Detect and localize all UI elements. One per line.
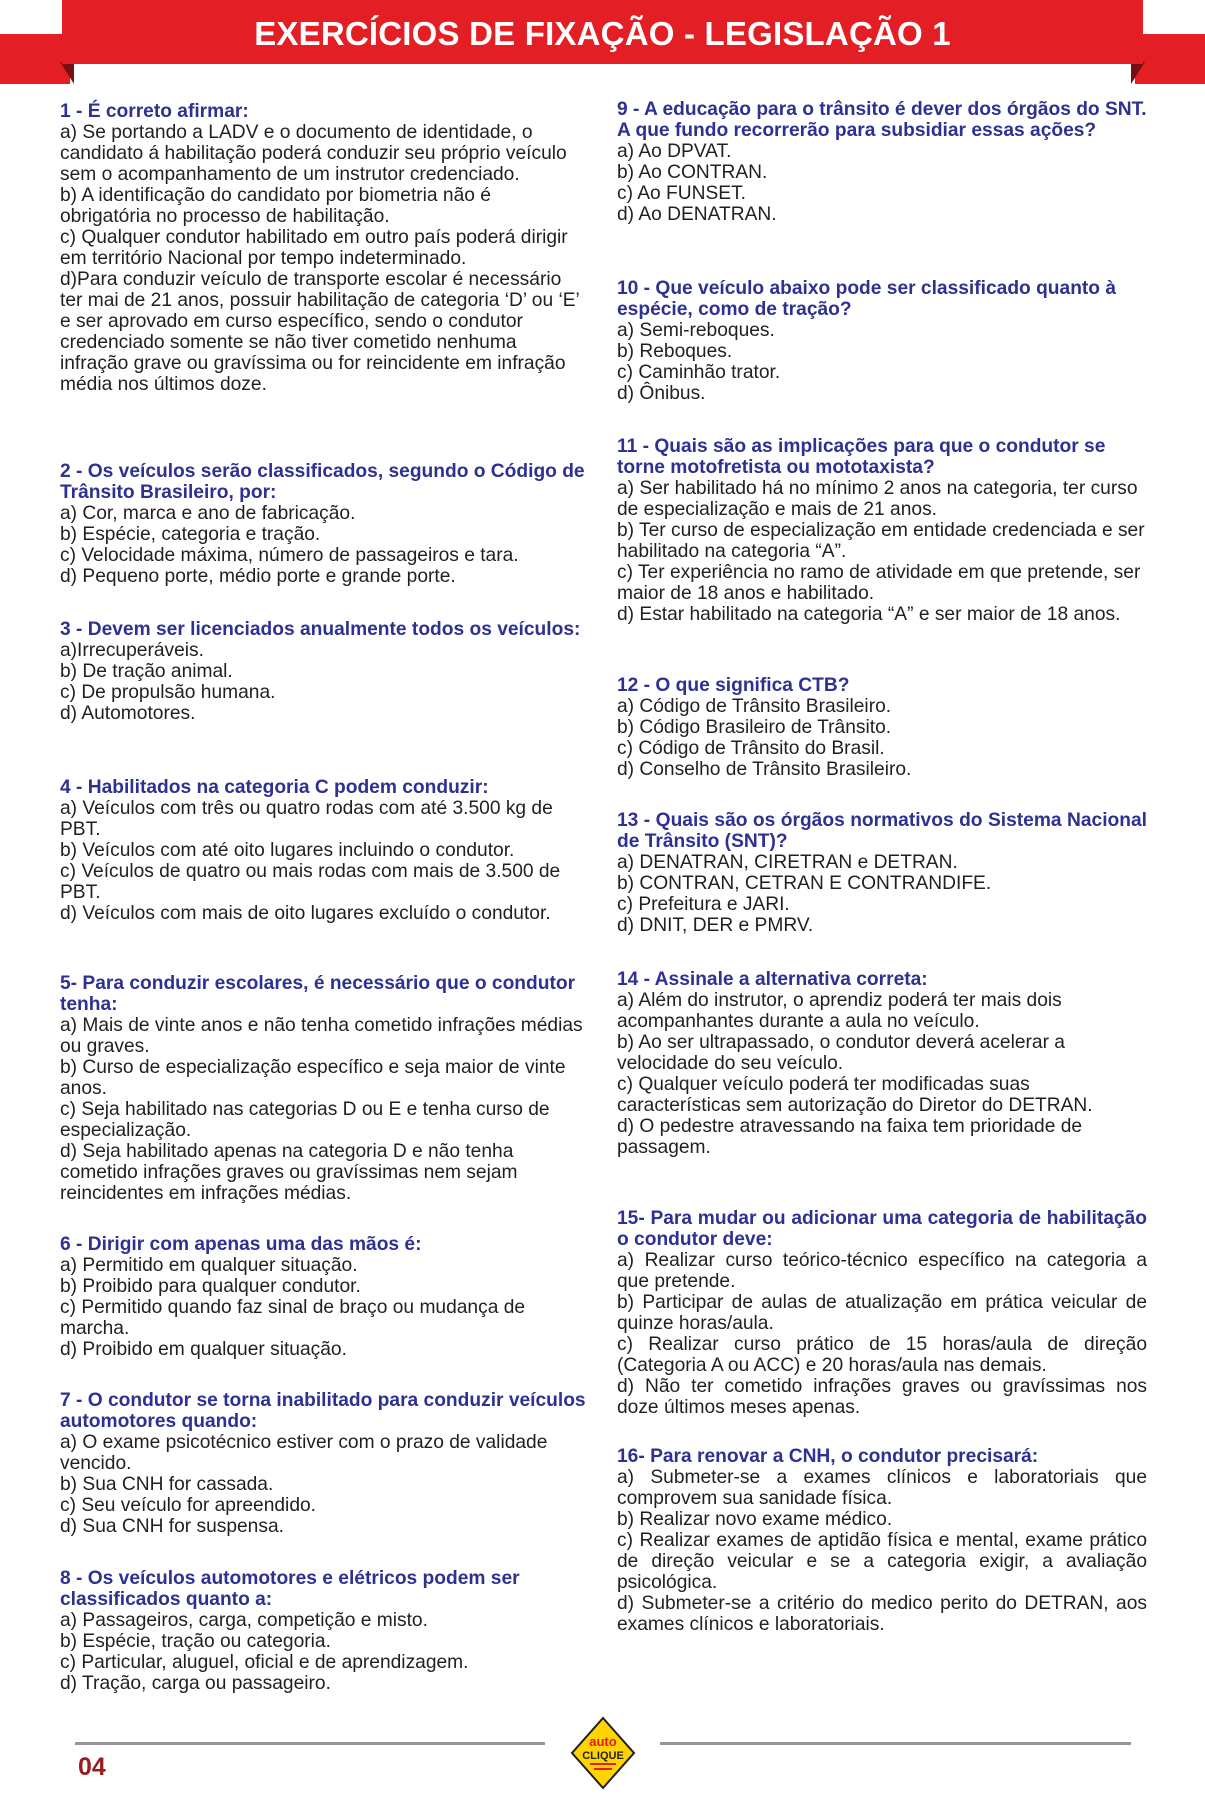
answer-option: a) Semi-reboques.: [617, 320, 775, 341]
answer-option: a) Além do instrutor, o aprendiz poderá ter mais dois acompanhantes durante a aula no veículo.: [617, 990, 1062, 1032]
answer-option: a) O exame psicotécnico estiver com o prazo de validade vencido.: [60, 1432, 548, 1474]
answer-option: b) Espécie, tração ou categoria.: [60, 1631, 331, 1652]
answer-option: d) Proibido em qualquer situação.: [60, 1339, 347, 1360]
question-15: [617, 1208, 1147, 1418]
question-title: 14 - Assinale a alternativa correta:: [617, 969, 928, 990]
answer-option: b) Curso de especialização específico e seja maior de vinte anos.: [60, 1057, 566, 1099]
ribbon-fold-left: [60, 62, 74, 84]
footer-divider-right: [660, 1742, 1131, 1745]
answer-option: c) Velocidade máxima, número de passageiros e tara.: [60, 545, 519, 566]
answer-option: a) Ser habilitado há no mínimo 2 anos na categoria, ter curso de especialização e mais de 21 anos.: [617, 478, 1138, 520]
question-title: 13 - Quais são os órgãos normativos do Sistema Nacional de Trânsito (SNT)?: [617, 810, 1147, 852]
question-title: 1 - É correto afirmar:: [60, 101, 249, 122]
answer-option: d) Submeter-se a critério do medico perito do DETRAN, aos exames clínicos e laboratoriais.: [617, 1593, 1147, 1635]
answer-option: a) Código de Trânsito Brasileiro.: [617, 696, 892, 717]
page-number: 04: [78, 1753, 106, 1781]
answer-option: d) Veículos com mais de oito lugares excluído o condutor.: [60, 903, 551, 924]
answer-option: c) Ter experiência no ramo de atividade em que pretende, ser maior de 18 anos e habilitado.: [617, 562, 1141, 604]
answer-option: b) De tração animal.: [60, 661, 233, 682]
question-title: 11 - Quais são as implicações para que o condutor se torne motofretista ou mototaxista?: [617, 436, 1106, 478]
question-3: [60, 619, 586, 724]
answer-option: a) Mais de vinte anos e não tenha cometido infrações médias ou graves.: [60, 1015, 583, 1057]
answer-option: b) Participar de aulas de atualização em prática veicular de quinze horas/aula.: [617, 1292, 1147, 1334]
footer-divider-left: [75, 1742, 545, 1745]
answer-option: c) Seu veículo for apreendido.: [60, 1495, 316, 1516]
question-16: [617, 1446, 1147, 1635]
question-title: 15- Para mudar ou adicionar uma categoria de habilitação o condutor deve:: [617, 1208, 1147, 1250]
question-14: [617, 969, 1147, 1158]
answer-option: d) O pedestre atravessando na faixa tem prioridade de passagem.: [617, 1116, 1083, 1158]
answer-option: b) Ter curso de especialização em entidade credenciada e ser habilitado na categoria “A”.: [617, 520, 1145, 562]
question-title: 7 - O condutor se torna inabilitado para conduzir veículos automotores quando:: [60, 1390, 586, 1432]
answer-option: c) Realizar exames de aptidão física e mental, exame prático de direção veicular e se a categoria exigir, a avaliação psicológica.: [617, 1530, 1147, 1593]
answer-option: d) Conselho de Trânsito Brasileiro.: [617, 759, 912, 780]
answer-option: d) Pequeno porte, médio porte e grande porte.: [60, 566, 456, 587]
answer-option: d) Estar habilitado na categoria “A” e ser maior de 18 anos.: [617, 604, 1121, 625]
answer-option: d) DNIT, DER e PMRV.: [617, 915, 814, 936]
auto-clique-logo: [570, 1716, 636, 1790]
answer-option: b) Espécie, categoria e tração.: [60, 524, 321, 545]
question-4: [60, 777, 586, 924]
question-title: 2 - Os veículos serão classificados, segundo o Código de Trânsito Brasileiro, por:: [60, 461, 585, 503]
answer-option: b) Veículos com até oito lugares incluindo o condutor.: [60, 840, 515, 861]
answer-option: c) Qualquer condutor habilitado em outro país poderá dirigir em território Nacional por tempo indeterminado.: [60, 227, 568, 269]
answer-option: a) Submeter-se a exames clínicos e laboratoriais que comprovem sua sanidade física.: [617, 1467, 1147, 1509]
question-12: [617, 675, 1147, 780]
question-title: 9 - A educação para o trânsito é dever dos órgãos do SNT. A que fundo recorrerão para subsidiar essas ações?: [617, 99, 1147, 141]
question-9: [617, 99, 1147, 225]
answer-option: d) Seja habilitado apenas na categoria D e não tenha cometido infrações graves ou gravíssimas nem sejam reincidentes em infrações médias.: [60, 1141, 518, 1204]
answer-option: b) Código Brasileiro de Trânsito.: [617, 717, 892, 738]
question-title: 10 - Que veículo abaixo pode ser classificado quanto à espécie, como de tração?: [617, 278, 1117, 320]
answer-option: a) Se portando a LADV e o documento de identidade, o candidato á habilitação poderá conduzir seu próprio veículo sem o acompanhamento de um instrutor credenciado.: [60, 122, 567, 185]
answer-option: c) Código de Trânsito do Brasil.: [617, 738, 885, 759]
answer-option: a) Realizar curso teórico-técnico específico na categoria a que pretende.: [617, 1250, 1147, 1292]
page-title: EXERCÍCIOS DE FIXAÇÃO - LEGISLAÇÃO 1: [254, 15, 951, 52]
answer-option: c) Ao FUNSET.: [617, 183, 747, 204]
answer-option: a) Ao DPVAT.: [617, 141, 732, 162]
question-2: [60, 461, 586, 587]
answer-option: b) A identificação do candidato por biometria não é obrigatória no processo de habilitação.: [60, 185, 491, 227]
question-10: [617, 278, 1147, 404]
answer-option: a)Irrecuperáveis.: [60, 640, 204, 661]
answer-option: d) Ônibus.: [617, 383, 706, 404]
answer-option: c) Prefeitura e JARI.: [617, 894, 790, 915]
answer-option: a) Permitido em qualquer situação.: [60, 1255, 358, 1276]
answer-option: a) Cor, marca e ano de fabricação.: [60, 503, 356, 524]
svg-text:CLIQUE: CLIQUE: [582, 1750, 624, 1762]
answer-option: c) Caminhão trator.: [617, 362, 781, 383]
question-7: [60, 1390, 586, 1537]
svg-text:auto: auto: [589, 1734, 617, 1749]
answer-option: a) Veículos com três ou quatro rodas com até 3.500 kg de PBT.: [60, 798, 553, 840]
answer-option: c) Qualquer veículo poderá ter modificadas suas características sem autorização do Diretor do DETRAN.: [617, 1074, 1093, 1116]
answer-option: b) Reboques.: [617, 341, 733, 362]
question-6: [60, 1234, 586, 1360]
answer-option: b) Proibido para qualquer condutor.: [60, 1276, 361, 1297]
answer-option: d) Automotores.: [60, 703, 196, 724]
question-title: 3 - Devem ser licenciados anualmente todos os veículos:: [60, 619, 581, 640]
answer-option: c) Veículos de quatro ou mais rodas com mais de 3.500 de PBT.: [60, 861, 561, 903]
question-title: 8 - Os veículos automotores e elétricos podem ser classificados quanto a:: [60, 1568, 520, 1610]
answer-option: d) Ao DENATRAN.: [617, 204, 777, 225]
answer-option: b) Sua CNH for cassada.: [60, 1474, 274, 1495]
answer-option: b) Ao CONTRAN.: [617, 162, 768, 183]
question-5: [60, 973, 586, 1204]
answer-option: d) Não ter cometido infrações graves ou gravíssimas nos doze últimos meses apenas.: [617, 1376, 1147, 1418]
answer-option: d) Tração, carga ou passageiro.: [60, 1673, 331, 1694]
answer-option: b) Realizar novo exame médico.: [617, 1509, 893, 1530]
answer-option: c) De propulsão humana.: [60, 682, 276, 703]
question-1: [60, 101, 586, 395]
question-title: 5- Para conduzir escolares, é necessário que o condutor tenha:: [60, 973, 576, 1015]
header-ribbon-right: [1135, 34, 1205, 84]
question-title: 4 - Habilitados na categoria C podem conduzir:: [60, 777, 489, 798]
question-11: [617, 436, 1147, 625]
answer-option: a) Passageiros, carga, competição e misto.: [60, 1610, 428, 1631]
answer-option: d)Para conduzir veículo de transporte escolar é necessário ter mai de 21 anos, possuir habilitação de categoria ‘D’ ou ‘E’ e ser aprovado em curso específico, sendo o condutor credenciado somente se não tiver cometido nenhuma infração grave ou gravíssima ou for reincidente em infração média nos últimos doze.: [60, 269, 580, 395]
question-title: 16- Para renovar a CNH, o condutor precisará:: [617, 1446, 1039, 1467]
answer-option: c) Permitido quando faz sinal de braço ou mudança de marcha.: [60, 1297, 526, 1339]
question-title: 6 - Dirigir com apenas uma das mãos é:: [60, 1234, 422, 1255]
answer-option: c) Seja habilitado nas categorias D ou E e tenha curso de especialização.: [60, 1099, 550, 1141]
answer-option: c) Realizar curso prático de 15 horas/aula de direção (Categoria A ou ACC) e 20 horas/aula nas demais.: [617, 1334, 1147, 1376]
question-title: 12 - O que significa CTB?: [617, 675, 850, 696]
question-13: [617, 810, 1147, 936]
answer-option: d) Sua CNH for suspensa.: [60, 1516, 284, 1537]
answer-option: a) DENATRAN, CIRETRAN e DETRAN.: [617, 852, 958, 873]
answer-option: b) CONTRAN, CETRAN E CONTRANDIFE.: [617, 873, 992, 894]
question-8: [60, 1568, 586, 1694]
answer-option: b) Ao ser ultrapassado, o condutor deverá acelerar a velocidade do seu veículo.: [617, 1032, 1065, 1074]
answer-option: c) Particular, aluguel, oficial e de aprendizagem.: [60, 1652, 469, 1673]
ribbon-fold-right: [1131, 62, 1145, 84]
header-banner: [62, 0, 1143, 64]
